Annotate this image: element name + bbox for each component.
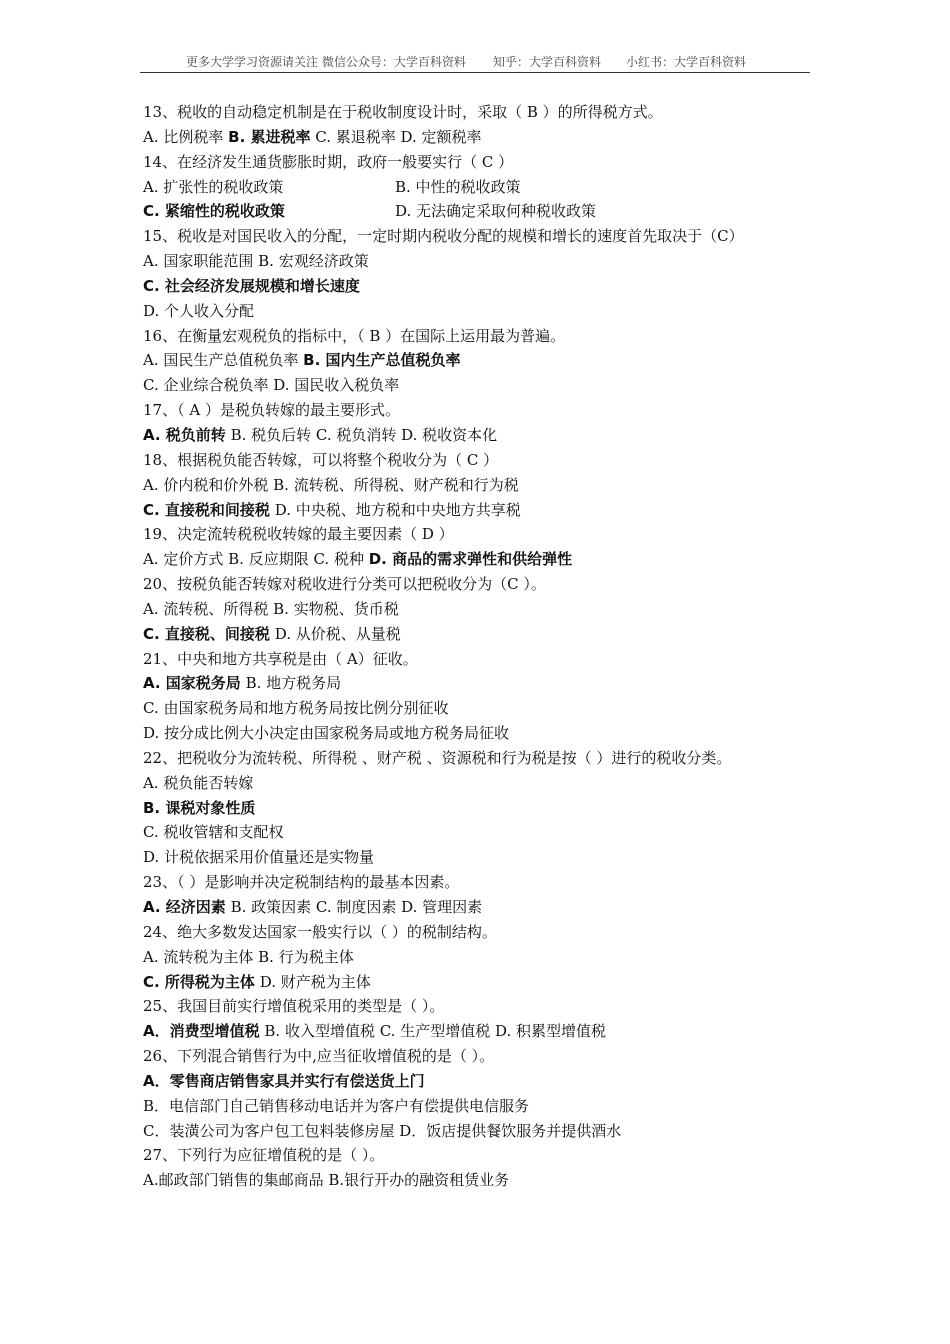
text-line [143, 498, 823, 523]
text-segment: 20、按税负能否转嫁对税收进行分类可以把税收分为（C ）。 [143, 575, 546, 594]
text-line [143, 994, 823, 1019]
text-segment: 14、在经济发生通货膨胀时期，政府一般要实行（ C ） [143, 152, 514, 171]
answer-option-bold: D. 商品的需求弹性和供给弹性 [368, 550, 573, 569]
text-segment: 18、根据税负能否转嫁，可以将整个税收分为（ C ） [143, 450, 499, 469]
header-xiaohongshu-text: 小红书：大学百科资料 [626, 55, 747, 69]
text-segment: 27、下列行为应征增值税的是（ ）。 [143, 1146, 385, 1165]
answer-option-bold: B. 课税对象性质 [143, 798, 256, 817]
text-line [143, 522, 823, 547]
answer-option-bold: A. 税负前转 [143, 425, 226, 444]
text-segment: 17、（ A ）是税负转嫁的最主要形式。 [143, 401, 400, 420]
text-line [143, 324, 823, 349]
text-segment: C．装潢公司为客户包工包料装修房屋 D．饭店提供餐饮服务并提供酒水 [143, 1121, 622, 1140]
text-line [143, 572, 823, 597]
text-segment: D. 个人收入分配 [143, 301, 255, 320]
text-segment: A. 国民生产总值税负率 [143, 351, 304, 370]
text-line [143, 895, 823, 920]
text-line [143, 647, 823, 672]
text-line [143, 224, 823, 249]
text-segment: A.邮政部门销售的集邮商品 B.银行开办的融资租赁业务 [143, 1171, 510, 1190]
text-line [143, 671, 823, 696]
text-segment: 16、在衡量宏观税负的指标中，（ B ）在国际上运用最为普遍。 [143, 326, 566, 345]
text-line [143, 721, 823, 746]
text-line [143, 473, 823, 498]
text-segment: D. 从价税、从量税 [269, 624, 401, 643]
text-line [143, 696, 823, 721]
text-line [143, 1143, 823, 1168]
text-segment: A. 国家职能范围 B. 宏观经济政策 [143, 252, 369, 271]
text-line [143, 845, 823, 870]
text-segment: 21、中央和地方共享税是由（ A）征收。 [143, 649, 418, 668]
text-segment: A. 定价方式 B. 反应期限 C. 税种 [143, 550, 369, 569]
text-segment: A. 税负能否转嫁 [143, 773, 254, 792]
text-line [143, 771, 823, 796]
text-segment: A. 流转税、所得税 B. 实物税、货币税 [143, 599, 399, 618]
text-segment: 23、（ ）是影响并决定税制结构的最基本因素。 [143, 873, 460, 892]
text-line [143, 199, 823, 224]
header-wechat-text: 更多大学学习资源请关注 微信公众号：大学百科资料 [186, 55, 466, 69]
answer-option-bold: C. 直接税和间接税 [143, 500, 270, 519]
text-line [143, 423, 823, 448]
text-line [143, 274, 823, 299]
header-zhihu-text: 知乎：大学百科资料 [493, 55, 602, 69]
text-line [143, 1119, 823, 1144]
text-line [143, 945, 823, 970]
text-line [143, 870, 823, 895]
answer-option-bold: A．零售商店销售家具并实行有偿送货上门 [143, 1071, 425, 1090]
text-line [143, 348, 823, 373]
text-line [143, 1019, 823, 1044]
text-line [143, 796, 823, 821]
text-segment: D. 财产税为主体 [254, 972, 371, 991]
text-line [143, 746, 823, 771]
answer-option-bold: C. 所得税为主体 [143, 972, 255, 991]
answer-option-bold: C. 紧缩性的税收政策 [143, 202, 285, 221]
answer-option-bold: B. 累进税率 [228, 127, 311, 146]
text-segment: A. 流转税为主体 B. 行为税主体 [143, 947, 354, 966]
answer-option-bold: C. 直接税、间接税 [143, 624, 270, 643]
text-segment: C. 税收管辖和支配权 [143, 823, 284, 842]
text-segment: B. 税负后转 C. 税负消转 D. 税收资本化 [225, 425, 498, 444]
text-line [143, 249, 823, 274]
text-line [143, 175, 823, 200]
text-segment: 26、下列混合销售行为中,应当征收增值税的是（ ）。 [143, 1047, 495, 1066]
text-segment: 19、决定流转税税收转嫁的最主要因素（ D ） [143, 525, 454, 544]
text-segment: B. 政策因素 C. 制度因素 D. 管理因素 [225, 898, 483, 916]
text-segment: A. 价内税和价外税 B. 流转税、所得税、财产税和行为税 [143, 475, 519, 494]
text-segment: D. 中央税、地方税和中央地方共享税 [269, 500, 521, 519]
text-segment: D. 计税依据采用价值量还是实物量 [143, 848, 375, 867]
page-header [140, 44, 810, 73]
text-segment: B. 地方税务局 [240, 674, 342, 693]
text-segment: B. 收入型增值税 C. 生产型增值税 D. 积累型增值税 [259, 1022, 606, 1041]
text-segment: 22、把税收分为流转税、所得税 、财产税 、资源税和行为税是按（ ）进行的税收分类。 [143, 748, 732, 767]
text-segment: C. 企业综合税负率 D. 国民收入税负率 [143, 376, 400, 395]
text-segment: D. 无法确定采取何种税收政策 [395, 202, 597, 221]
text-segment: 24、绝大多数发达国家一般实行以（ ）的税制结构。 [143, 922, 497, 941]
text-line [143, 125, 823, 150]
text-line [143, 100, 823, 125]
text-line [143, 1094, 823, 1119]
text-line [143, 970, 823, 995]
text-line [143, 622, 823, 647]
text-line [143, 1044, 823, 1069]
text-segment: D. 按分成比例大小决定由国家税务局或地方税务局征收 [143, 724, 510, 743]
text-line [143, 398, 823, 423]
text-line [143, 373, 823, 398]
answer-option-bold: C. 社会经济发展规模和增长速度 [143, 276, 360, 295]
text-line [143, 820, 823, 845]
question-list [143, 100, 823, 1193]
text-line [143, 448, 823, 473]
text-segment: C. 由国家税务局和地方税务局按比例分别征收 [143, 699, 449, 718]
text-line [143, 299, 823, 324]
text-line [143, 547, 823, 572]
answer-option-bold: A．消费型增值税 [143, 1022, 260, 1041]
text-segment: C. 累退税率 D. 定额税率 [310, 127, 482, 146]
text-segment: 13、税收的自动稳定机制是在于税收制度设计时，采取（ B ）的所得税方式。 [143, 103, 663, 121]
text-line [143, 1168, 823, 1193]
text-segment: 15、税收是对国民收入的分配，一定时期内税收分配的规模和增长的速度首先取决于（C） [143, 227, 744, 246]
text-line [143, 150, 823, 175]
text-segment: B．电信部门自己销售移动电话并为客户有偿提供电信服务 [143, 1096, 530, 1115]
text-segment: B. 中性的税收政策 [395, 177, 521, 196]
text-segment: 25、我国目前实行增值税采用的类型是（ ）。 [143, 997, 445, 1016]
answer-option-bold: B. 国内生产总值税负率 [303, 351, 461, 370]
text-segment: A. 比例税率 [143, 127, 229, 146]
answer-option-bold: A. 国家税务局 [143, 674, 241, 693]
text-line [143, 920, 823, 945]
text-line [143, 1069, 823, 1094]
text-segment: A. 扩张性的税收政策 [143, 177, 284, 196]
text-line [143, 597, 823, 622]
answer-option-bold: A. 经济因素 [143, 898, 226, 916]
